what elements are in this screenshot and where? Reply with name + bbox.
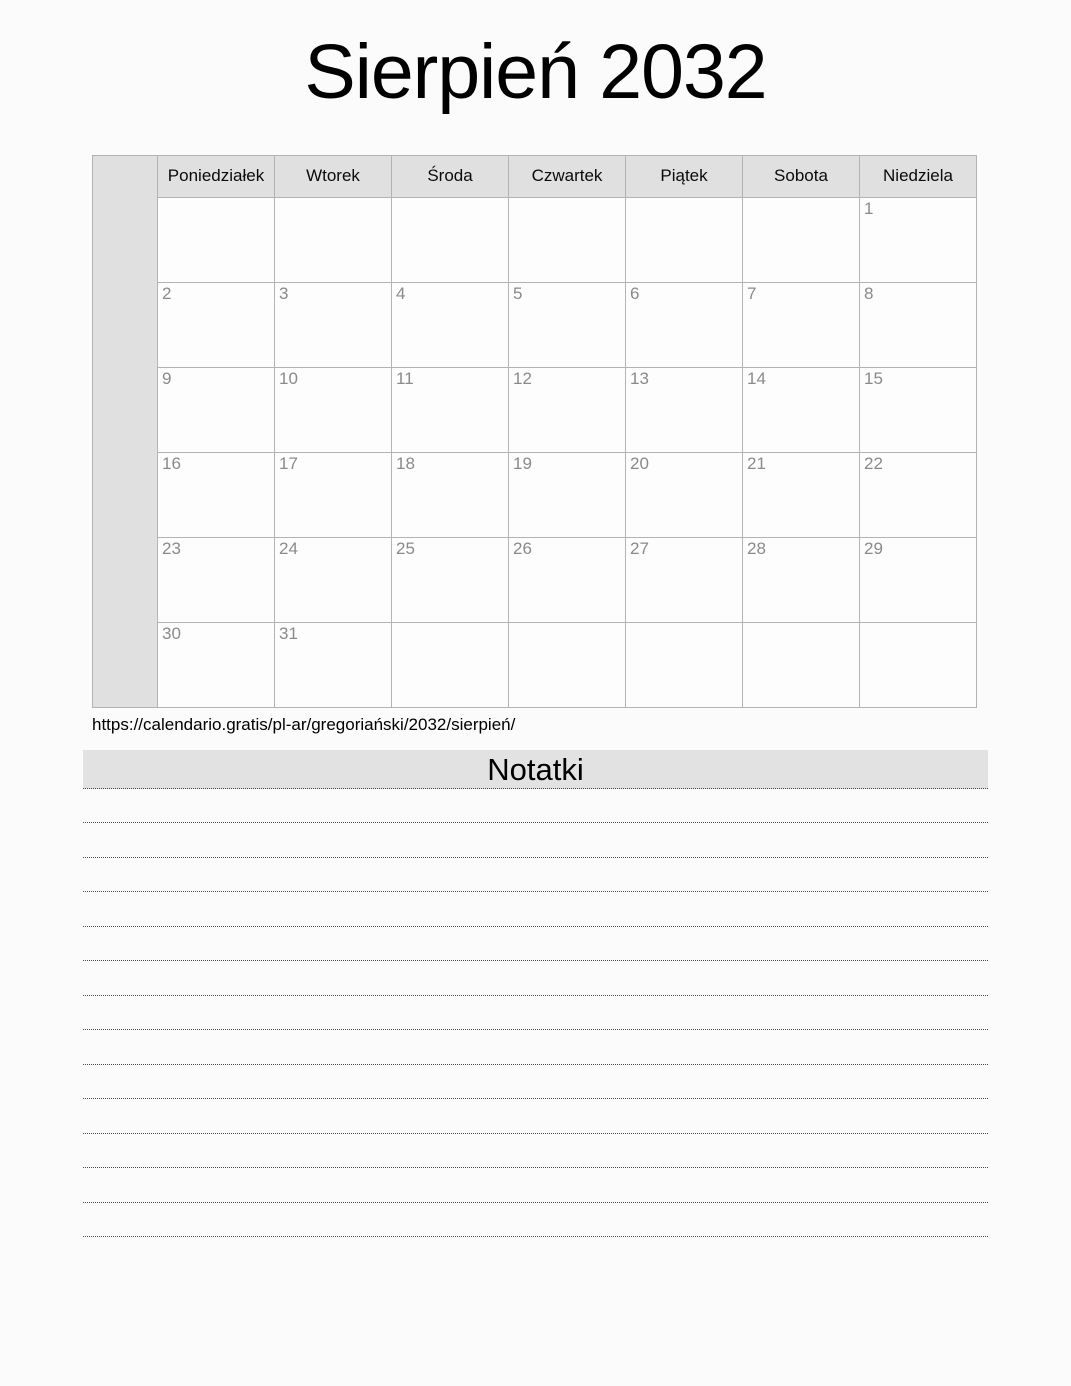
date-number: 30 (162, 623, 181, 643)
weekday-header-sunday: Niedziela (860, 155, 977, 197)
day-cell (743, 537, 860, 622)
notes-lines (83, 789, 988, 1238)
day-cell (509, 537, 626, 622)
weekday-header-wednesday: Środa (392, 155, 509, 197)
day-cell (860, 367, 977, 452)
day-cell (158, 622, 275, 707)
day-cell (275, 367, 392, 452)
weekday-header-friday: Piątek (626, 155, 743, 197)
week-row (93, 452, 977, 537)
week-row (93, 197, 977, 282)
source-url: https://calendario.gratis/pl-ar/gregoriański/2032/sierpień/ (92, 714, 516, 734)
date-number: 31 (279, 623, 298, 643)
day-cell (392, 282, 509, 367)
date-number: 16 (162, 453, 181, 473)
day-cell (860, 197, 977, 282)
day-cell (392, 452, 509, 537)
day-cell (392, 622, 509, 707)
day-cell (743, 197, 860, 282)
date-number: 20 (630, 453, 649, 473)
day-cell (509, 622, 626, 707)
day-cell (626, 367, 743, 452)
day-cell (626, 282, 743, 367)
day-cell (860, 537, 977, 622)
day-cell (275, 197, 392, 282)
day-cell (626, 452, 743, 537)
date-number: 6 (630, 283, 640, 303)
day-cell (158, 282, 275, 367)
date-number: 21 (747, 453, 766, 473)
date-number: 18 (396, 453, 415, 473)
day-cell (392, 367, 509, 452)
note-line (83, 927, 988, 962)
page-title: Sierpień 2032 (304, 29, 767, 115)
note-line (83, 789, 988, 824)
date-number: 29 (864, 538, 883, 558)
date-number: 15 (864, 368, 883, 388)
date-number: 1 (864, 198, 874, 218)
day-cell (158, 452, 275, 537)
weekday-header-row (93, 155, 977, 197)
day-cell (509, 282, 626, 367)
note-line (83, 1203, 988, 1238)
note-line (83, 1065, 988, 1100)
note-line (83, 996, 988, 1031)
date-number: 7 (747, 283, 757, 303)
date-number: 17 (279, 453, 298, 473)
note-line (83, 961, 988, 996)
week-row (93, 367, 977, 452)
note-line (83, 1030, 988, 1065)
day-cell (509, 197, 626, 282)
day-cell (275, 622, 392, 707)
day-cell (158, 197, 275, 282)
day-cell (392, 537, 509, 622)
day-cell (275, 452, 392, 537)
date-number: 10 (279, 368, 298, 388)
weekday-header-saturday: Sobota (743, 155, 860, 197)
date-number: 2 (162, 283, 172, 303)
day-cell (860, 452, 977, 537)
weekday-header-thursday: Czwartek (509, 155, 626, 197)
date-number: 13 (630, 368, 649, 388)
date-number: 19 (513, 453, 532, 473)
note-line (83, 823, 988, 858)
day-cell (158, 537, 275, 622)
weekday-header-tuesday: Wtorek (275, 155, 392, 197)
day-cell (860, 622, 977, 707)
notes-section (83, 750, 988, 1238)
note-line (83, 858, 988, 893)
week-row (93, 537, 977, 622)
date-number: 26 (513, 538, 532, 558)
date-number: 11 (396, 368, 414, 388)
day-cell (275, 537, 392, 622)
day-cell (743, 367, 860, 452)
date-number: 3 (279, 283, 289, 303)
date-number: 28 (747, 538, 766, 558)
date-number: 8 (864, 283, 874, 303)
date-number: 14 (747, 368, 766, 388)
week-row (93, 622, 977, 707)
date-number: 4 (396, 283, 406, 303)
note-line (83, 1099, 988, 1134)
note-line (83, 1134, 988, 1169)
date-number: 9 (162, 368, 172, 388)
day-cell (275, 282, 392, 367)
day-cell (626, 197, 743, 282)
left-spacer-column (93, 155, 158, 707)
date-number: 23 (162, 538, 181, 558)
day-cell (158, 367, 275, 452)
notes-title: Notatki (83, 750, 988, 789)
date-number: 5 (513, 283, 523, 303)
day-cell (860, 282, 977, 367)
day-cell (743, 622, 860, 707)
date-number: 27 (630, 538, 649, 558)
day-cell (509, 367, 626, 452)
weekday-header-monday: Poniedziałek (158, 155, 275, 197)
date-number: 22 (864, 453, 883, 473)
day-cell (743, 452, 860, 537)
day-cell (626, 537, 743, 622)
date-number: 12 (513, 368, 532, 388)
note-line (83, 1168, 988, 1203)
day-cell (509, 452, 626, 537)
day-cell (743, 282, 860, 367)
day-cell (626, 622, 743, 707)
week-row (93, 282, 977, 367)
note-line (83, 892, 988, 927)
day-cell (392, 197, 509, 282)
calendar-table (92, 155, 977, 708)
date-number: 25 (396, 538, 415, 558)
date-number: 24 (279, 538, 298, 558)
